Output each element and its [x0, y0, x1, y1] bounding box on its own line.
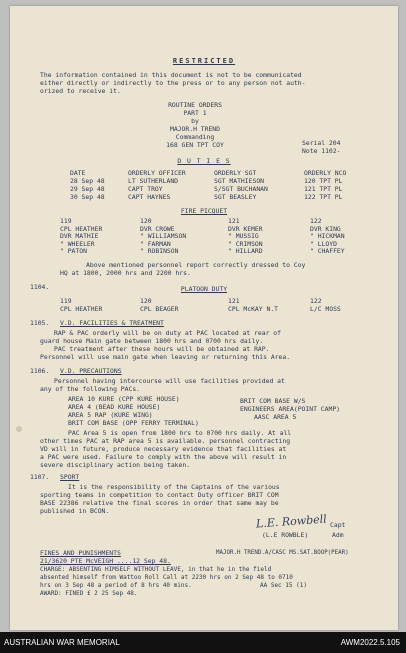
picquet-group — [60, 218, 102, 256]
signatory-role: Adm — [332, 531, 344, 539]
archive-footer — [0, 632, 406, 653]
picquet-note-line-2: HQ at 1800, 2000 hrs and 2200 hrs. — [60, 269, 191, 277]
duties-cell: 30 Sep 48 — [70, 193, 105, 201]
picquet-member: " HICKMAN — [310, 232, 345, 241]
picquet-member: DVR MATHIE — [60, 232, 99, 241]
archive-name: AUSTRALIAN WAR MEMORIAL — [4, 638, 120, 647]
section-1107-line: It is the responsibility of the Captains of the various — [68, 483, 280, 491]
platoon-nco: CPL HEATHER — [60, 305, 103, 313]
pac-location: ENGINEERS AREA(POINT CAMP) — [240, 405, 341, 413]
pac-location: AREA 10 KURE (CPP KURE HOUSE) — [68, 395, 180, 403]
duties-col-date: DATE — [70, 169, 86, 177]
section-1106-body: a PAC were used. Failure to comply with the above will result in — [40, 453, 287, 461]
fines-line: hrs on 3 Sep 48 a period of 8 hrs 40 mins. — [40, 582, 192, 589]
fines-line: 21/3620 PTE McVEIGH ....12 Sep 48. — [40, 557, 171, 565]
duties-cell: 120 TPT PL — [304, 177, 343, 185]
archive-reference: AWM2022.5.105 — [340, 638, 400, 647]
picquet-member: " CRIMSON — [228, 239, 263, 248]
classification-heading: RESTRICTED — [172, 57, 236, 65]
fire-picquet-heading: FIRE PICQUET — [180, 207, 228, 215]
platoon-nco: CPL BEAGER — [140, 305, 179, 313]
duties-cell: SGT MATHIESON — [214, 177, 265, 185]
picquet-member: " LLOYD — [310, 239, 337, 248]
signatory-rank: Capt — [330, 521, 346, 529]
orders-part: PART 1 — [183, 109, 207, 117]
section-1106-heading: V.D. PRECAUTIONS — [60, 367, 122, 375]
duties-cell: 28 Sep 48 — [70, 177, 105, 185]
fines-awarded-by: MAJOR.H TREND.A/CASC MS.SAT.BOOP(PEAR) — [216, 550, 349, 556]
picquet-unit: 122 — [310, 217, 322, 225]
duties-cell: 29 Sep 48 — [70, 185, 105, 193]
picquet-unit: 121 — [228, 217, 240, 225]
section-1107-number: 1107. — [30, 473, 50, 481]
duties-col-nco: ORDERLY NCO — [304, 169, 347, 177]
picquet-member: " ROBINSON — [140, 247, 179, 256]
pac-location: AREA 4 (BEAD KURE HOUSE) — [68, 403, 161, 411]
picquet-note-line-1: Above mentioned personnel report correctly dressed to Coy — [86, 261, 306, 269]
section-1106-number: 1106. — [30, 367, 50, 375]
section-1105-line: PAC treatment after these hours will be obtained at RAP. — [54, 345, 270, 353]
fines-heading: FINES AND PUNISHMENTS — [40, 549, 121, 557]
picquet-group — [140, 218, 186, 256]
section-1106-intro: Personnel having intercourse will use facilities provided at — [54, 377, 285, 385]
section-1105-line: Personnel will use main gate when leaving or returning this Area. — [40, 353, 291, 361]
platoon-unit: 120 — [140, 297, 152, 305]
platoon-nco: CPL McKAY N.T — [228, 305, 279, 313]
orders-unit: 168 GEN TPT COY — [166, 141, 224, 149]
fines-reference: AA Sec 15 (1) — [260, 582, 307, 589]
duties-cell: 122 TPT PL — [304, 193, 343, 201]
picquet-group — [310, 218, 345, 256]
serial-number: Serial 204 — [302, 139, 341, 147]
section-1105-line: guard house Main gate between 1800 hrs and 0700 hrs daily. — [40, 337, 264, 345]
duties-cell: SGT BEASLEY — [214, 193, 257, 201]
fines-line: absented himself from Wattoo Roll Call at 2230 hrs on 2 Sep 48 to 0710 — [40, 574, 293, 581]
duties-col-sgt: ORDERLY SGT — [214, 169, 257, 177]
punch-hole — [16, 426, 22, 432]
fines-line: AWARD: FINED £ 2 25 Sep 48. — [40, 590, 138, 597]
section-1107-line: published in BCON. — [40, 507, 110, 515]
picquet-member: " CHAFFEY — [310, 247, 345, 256]
picquet-member: " PATON — [60, 247, 87, 256]
duties-heading: D U T I E S — [177, 157, 231, 165]
document-page — [10, 6, 398, 630]
platoon-nco: L/C MOSS — [310, 305, 341, 313]
picquet-member: " WILLIAMSON — [140, 232, 187, 241]
pac-location: BRIT COM BASE W/S — [240, 397, 306, 405]
duties-col-officer: ORDERLY OFFICER — [128, 169, 186, 177]
orders-commander: MAJOR.H TREND — [169, 125, 221, 133]
section-1105-heading: V.D. FACILITIES & TREATMENT — [60, 319, 164, 327]
note-number: Note 1102- — [302, 147, 341, 155]
signatory-name: (L.E ROWBLE) — [262, 531, 309, 539]
picquet-member: DVR KING — [310, 224, 341, 233]
picquet-member: CPL HEATHER — [60, 224, 103, 233]
picquet-member: DVR KEMER — [228, 224, 263, 233]
section-1107-line: sporting teams in competition to contact Duty officer BRIT COM — [40, 491, 279, 499]
picquet-member: " MUSSIG — [228, 232, 259, 241]
platoon-unit: 119 — [60, 297, 72, 305]
warning-line-3: orized to receive it. — [40, 87, 121, 95]
pac-location: BRIT COM BASE (OPP FERRY TERMINAL) — [68, 419, 199, 427]
section-1106-body: severe disciplinary action being taken. — [40, 461, 191, 469]
duties-cell: CAPT TROY — [128, 185, 163, 193]
duties-cell: S/SGT BUCHANAN — [214, 185, 268, 193]
section-1106-body: VD will in future, produce necessary evidence that facilities at — [40, 445, 287, 453]
warning-line-1: The information contained in this document is not to be communicated — [40, 71, 302, 79]
orders-commanding: Commanding — [175, 133, 215, 141]
platoon-unit: 121 — [228, 297, 240, 305]
duties-cell: CAPT HAYNES — [128, 193, 171, 201]
pac-location: AREA 5 RAP (KURE WING) — [68, 411, 153, 419]
picquet-member: " FARMAN — [140, 239, 171, 248]
picquet-unit: 119 — [60, 217, 72, 225]
platoon-number: 1104. — [30, 283, 50, 291]
section-1107-heading: SPORT — [60, 473, 80, 481]
section-1106-body: PAC Area 5 is open from 1800 hrs to 0700 hrs daily. At all — [68, 429, 292, 437]
picquet-member: " WHEELER — [60, 239, 95, 248]
handwritten-signature: L.E. Rowbell — [255, 512, 328, 531]
picquet-member: DVR CROWE — [140, 224, 175, 233]
duties-cell: 121 TPT PL — [304, 185, 343, 193]
picquet-group — [228, 218, 263, 256]
section-1106-intro: any of the following PACs. — [40, 385, 141, 393]
pac-location: AASC AREA 5 — [254, 413, 297, 421]
warning-line-2: either directly or indirectly to the press or to any person not auth- — [40, 79, 306, 87]
picquet-member: " HILLARD — [228, 247, 263, 256]
picquet-unit: 120 — [140, 217, 152, 225]
section-1105-number: 1105. — [30, 319, 50, 327]
duties-cell: LT SUTHERLAND — [128, 177, 179, 185]
orders-by: by — [191, 117, 199, 125]
platoon-heading: PLATOON DUTY — [180, 285, 228, 293]
fines-line: CHARGE: ABSENTING HIMSELF WITHOUT LEAVE, in that he in the field — [40, 566, 272, 573]
section-1105-line: RAP & PAC orderly will be on duty at PAC located at rear of — [54, 329, 282, 337]
section-1107-line: BASE 22386 relative the final scores in order that same may be — [40, 499, 279, 507]
section-1106-body: other times PAC at RAP area 5 is available. personnel contracting — [40, 437, 291, 445]
orders-title: ROUTINE ORDERS — [168, 101, 222, 109]
platoon-unit: 122 — [310, 297, 322, 305]
